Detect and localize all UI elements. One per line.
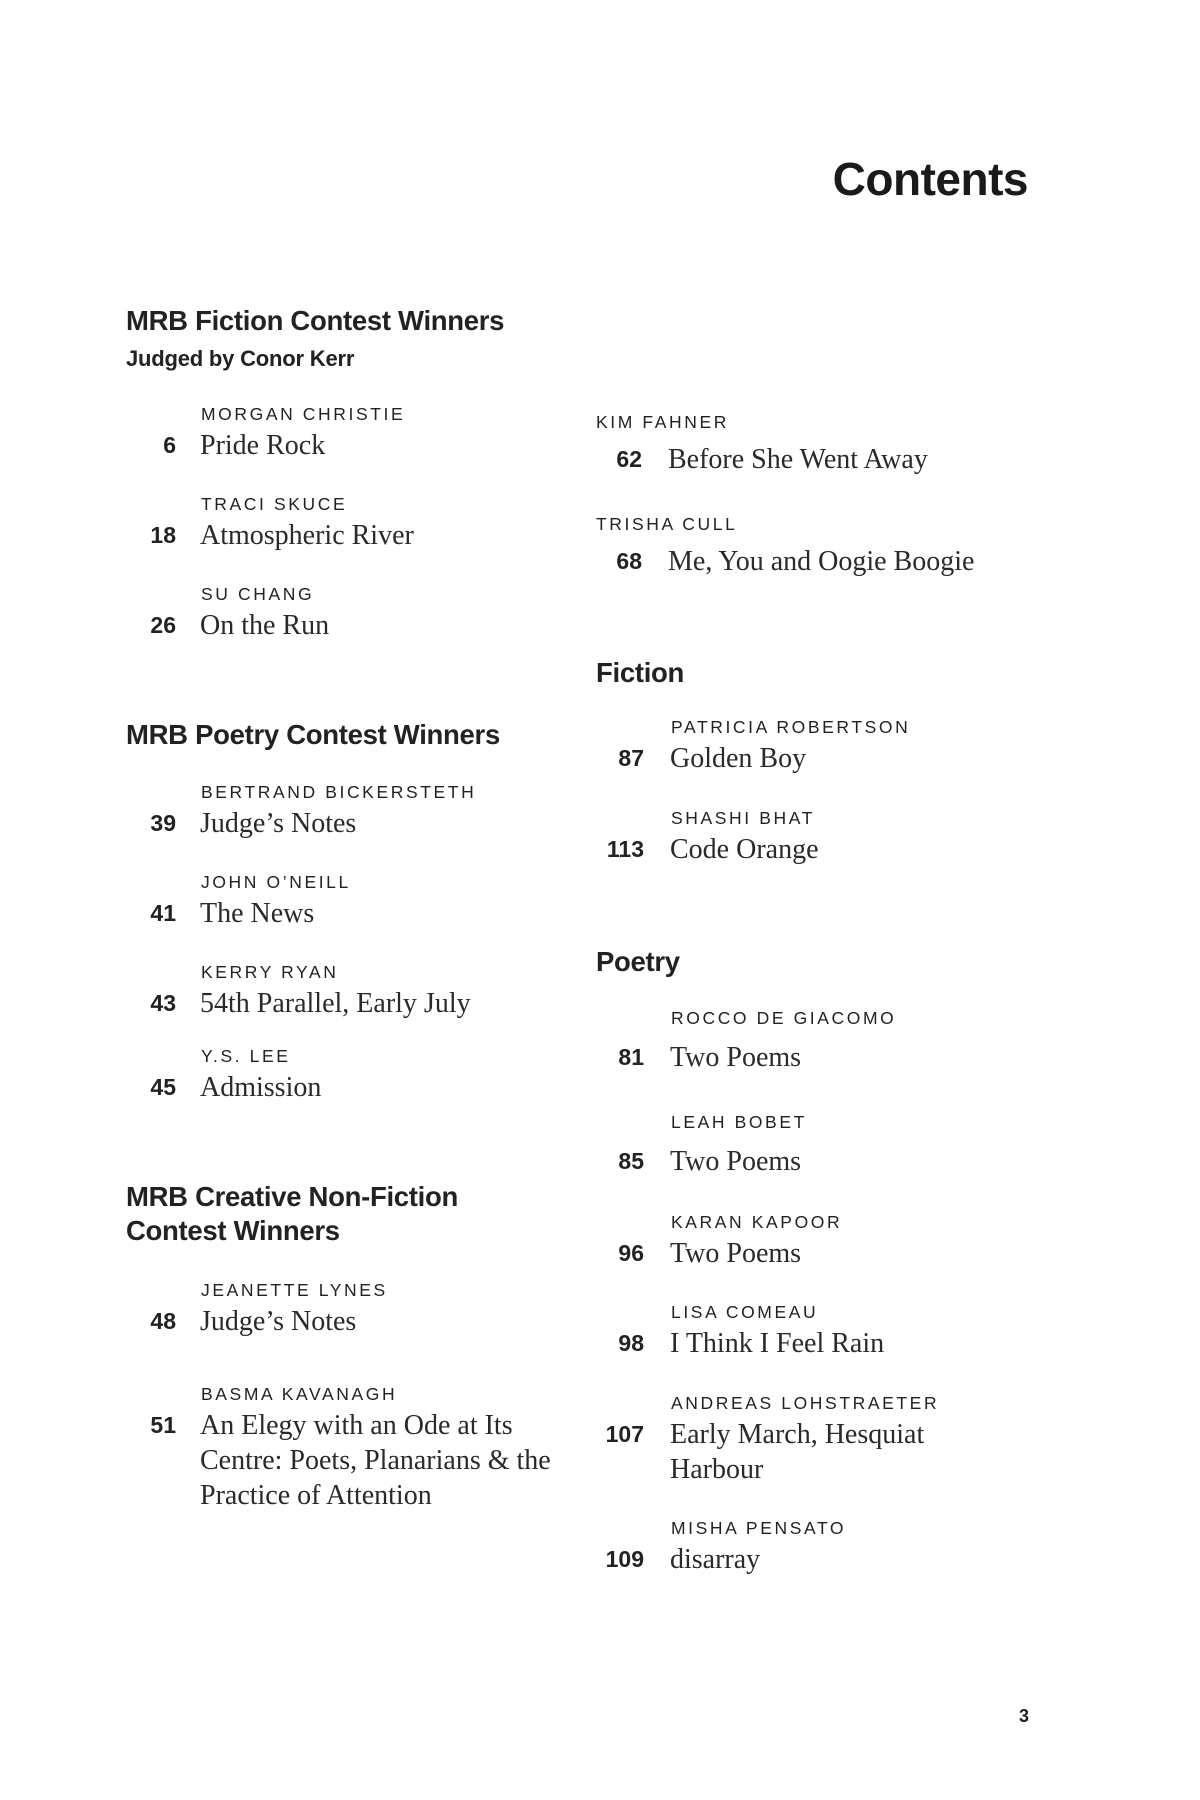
- entry-author: JEANETTE LYNES: [201, 1280, 388, 1300]
- page-title: Contents: [832, 153, 1028, 205]
- entry-page-number: 18: [150, 522, 176, 548]
- entry-title: Judge’s Notes: [200, 808, 357, 839]
- entry-title: Atmospheric River: [200, 520, 414, 551]
- entry-page-number: 39: [150, 810, 176, 836]
- entry-page-number: 87: [618, 745, 644, 771]
- entry-title: Two Poems: [670, 1146, 802, 1177]
- entry-page-number: 68: [616, 548, 642, 574]
- entry-page-number: 62: [616, 446, 642, 472]
- entry-title: Admission: [200, 1072, 322, 1103]
- entry-page-number: 51: [150, 1412, 176, 1438]
- poetry-contest-heading: MRB Poetry Contest Winners: [126, 719, 500, 750]
- entry-page-number: 45: [150, 1074, 176, 1100]
- cnf-contest-heading-line2: Contest Winners: [126, 1215, 340, 1246]
- entry-author: SHASHI BHAT: [671, 808, 815, 828]
- entry-title: Two Poems: [670, 1042, 802, 1073]
- entry-title: 54th Parallel, Early July: [200, 988, 471, 1019]
- entry-page-number: 113: [606, 836, 644, 862]
- entry-title: Before She Went Away: [668, 444, 928, 475]
- entry-author: KERRY RYAN: [201, 962, 339, 982]
- entry-title: Pride Rock: [200, 430, 326, 461]
- entry-page-number: 107: [605, 1421, 644, 1447]
- entry-title: I Think I Feel Rain: [670, 1328, 885, 1359]
- entry-title: On the Run: [200, 610, 330, 641]
- poetry-heading: Poetry: [596, 946, 680, 977]
- entry-page-number: 109: [605, 1546, 644, 1572]
- entry-author: LISA COMEAU: [671, 1302, 819, 1322]
- entry-page-number: 48: [150, 1308, 176, 1334]
- entry-author: KARAN KAPOOR: [671, 1212, 843, 1232]
- entry-page-number: 96: [618, 1240, 644, 1266]
- entry-page-number: 26: [150, 612, 176, 638]
- entry-author: MISHA PENSATO: [671, 1518, 847, 1538]
- entry-title: Code Orange: [670, 834, 819, 865]
- fiction-heading: Fiction: [596, 657, 685, 688]
- entry-page-number: 81: [618, 1044, 644, 1070]
- entry-title: Judge’s Notes: [200, 1306, 357, 1337]
- entry-author: Y.S. LEE: [201, 1046, 291, 1066]
- folio-page-number: 3: [1018, 1706, 1029, 1726]
- entry-page-number: 41: [150, 900, 176, 926]
- entry-title: Two Poems: [670, 1238, 802, 1269]
- entry-author: BERTRAND BICKERSTETH: [201, 782, 477, 802]
- entry-author: MORGAN CHRISTIE: [201, 404, 406, 424]
- fiction-contest-heading: MRB Fiction Contest Winners: [126, 305, 505, 336]
- entry-page-number: 98: [618, 1330, 644, 1356]
- entry-page-number: 85: [618, 1148, 644, 1174]
- entry-author: BASMA KAVANAGH: [201, 1384, 398, 1404]
- entry-title: Early March, Hesquiat Harbour: [670, 1419, 925, 1485]
- entry-author: JOHN O’NEILL: [201, 872, 351, 892]
- entry-page-number: 6: [163, 432, 176, 458]
- entry-title: Me, You and Oogie Boogie: [668, 546, 975, 577]
- entry-title: An Elegy with an Ode at Its Centre: Poets, Planarians & the Practice of Attention: [200, 1410, 551, 1511]
- entry-author: ANDREAS LOHSTRAETER: [671, 1393, 940, 1413]
- entry-author: PATRICIA ROBERTSON: [671, 717, 911, 737]
- cnf-contest-heading: [126, 1180, 458, 1248]
- entry-page-number: 43: [150, 990, 176, 1016]
- entry-author: KIM FAHNER: [596, 412, 729, 432]
- fiction-contest-judge: Judged by Conor Kerr: [126, 346, 355, 371]
- entry-title: disarray: [670, 1544, 761, 1575]
- entry-author: SU CHANG: [201, 584, 315, 604]
- entry-title: The News: [200, 898, 315, 929]
- entry-author: TRACI SKUCE: [201, 494, 348, 514]
- entry-author: TRISHA CULL: [596, 514, 738, 534]
- entry-title: Golden Boy: [670, 743, 807, 774]
- cnf-contest-heading-line1: MRB Creative Non-Fiction: [126, 1181, 458, 1212]
- entry-author: LEAH BOBET: [671, 1112, 807, 1132]
- entry-author: ROCCO DE GIACOMO: [671, 1008, 897, 1028]
